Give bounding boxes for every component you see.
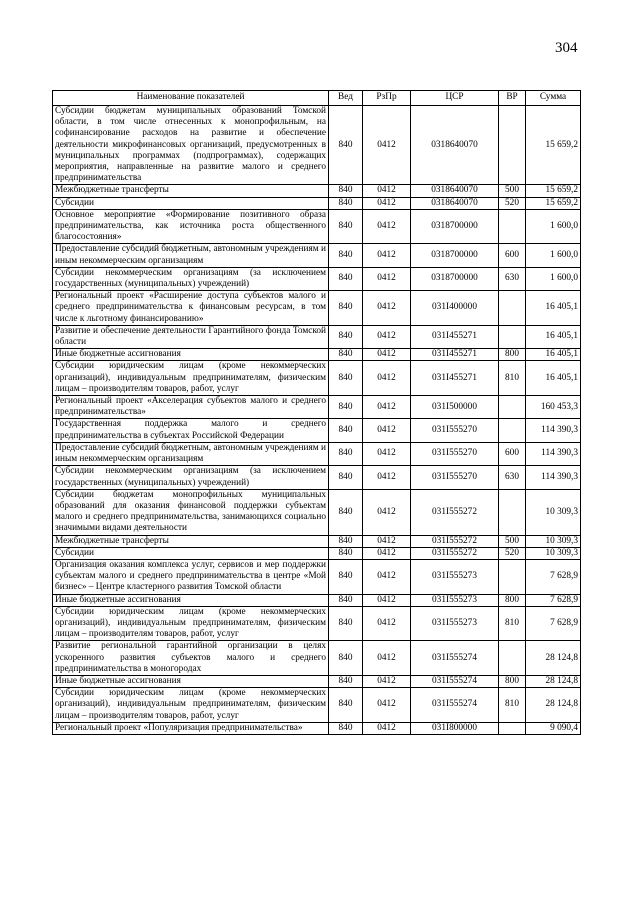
row-ved: 840 xyxy=(329,547,363,559)
row-csr: 031I555272 xyxy=(411,489,499,535)
row-rzpr: 0412 xyxy=(363,535,411,547)
row-ved: 840 xyxy=(329,722,363,734)
row-name: Иные бюджетные ассигнования xyxy=(53,594,329,606)
table-row xyxy=(53,641,581,676)
row-name: Межбюджетные трансферты xyxy=(53,535,329,547)
row-vr xyxy=(499,722,526,734)
row-vr xyxy=(499,641,526,676)
row-sum: 1 600,0 xyxy=(526,244,581,267)
budget-table xyxy=(52,90,581,735)
column-header-name: Наименование показателей xyxy=(53,91,329,106)
row-sum: 15 659,2 xyxy=(526,106,581,185)
row-ved: 840 xyxy=(329,419,363,442)
row-vr: 520 xyxy=(499,547,526,559)
row-ved: 840 xyxy=(329,688,363,723)
row-ved: 840 xyxy=(329,442,363,465)
row-rzpr: 0412 xyxy=(363,106,411,185)
row-csr: 031I400000 xyxy=(411,291,499,326)
row-vr: 810 xyxy=(499,606,526,641)
row-sum: 1 600,0 xyxy=(526,267,581,290)
row-ved: 840 xyxy=(329,106,363,185)
row-vr xyxy=(499,325,526,348)
row-csr: 031I555272 xyxy=(411,535,499,547)
column-header-vr: ВР xyxy=(499,91,526,106)
row-csr: 031I555270 xyxy=(411,419,499,442)
row-sum: 1 600,0 xyxy=(526,209,581,244)
row-csr: 031I555272 xyxy=(411,547,499,559)
row-sum: 28 124,8 xyxy=(526,675,581,687)
row-csr: 031I555273 xyxy=(411,559,499,594)
row-vr: 810 xyxy=(499,688,526,723)
table-body xyxy=(53,106,581,735)
table-row xyxy=(53,209,581,244)
row-sum: 7 628,9 xyxy=(526,594,581,606)
row-vr: 630 xyxy=(499,466,526,489)
row-rzpr: 0412 xyxy=(363,547,411,559)
row-vr xyxy=(499,559,526,594)
row-name: Развитие региональной гарантийной организации в целях ускоренного развития субъектов малого и среднего предпринимательства в моногородах xyxy=(53,641,329,676)
row-vr: 800 xyxy=(499,594,526,606)
row-rzpr: 0412 xyxy=(363,442,411,465)
table-row xyxy=(53,688,581,723)
row-rzpr: 0412 xyxy=(363,675,411,687)
row-rzpr: 0412 xyxy=(363,466,411,489)
row-sum: 15 659,2 xyxy=(526,197,581,209)
row-csr: 031I800000 xyxy=(411,722,499,734)
row-sum: 160 453,3 xyxy=(526,396,581,419)
row-csr: 0318700000 xyxy=(411,244,499,267)
row-name: Межбюджетные трансферты xyxy=(53,185,329,197)
row-ved: 840 xyxy=(329,325,363,348)
row-rzpr: 0412 xyxy=(363,244,411,267)
row-sum: 114 390,3 xyxy=(526,466,581,489)
row-ved: 840 xyxy=(329,535,363,547)
table-row xyxy=(53,606,581,641)
row-sum: 10 309,3 xyxy=(526,535,581,547)
row-ved: 840 xyxy=(329,267,363,290)
table-row xyxy=(53,325,581,348)
row-ved: 840 xyxy=(329,594,363,606)
table-row xyxy=(53,466,581,489)
table-row xyxy=(53,267,581,290)
row-vr xyxy=(499,291,526,326)
row-vr: 500 xyxy=(499,185,526,197)
row-ved: 840 xyxy=(329,641,363,676)
row-vr: 520 xyxy=(499,197,526,209)
row-sum: 9 090,4 xyxy=(526,722,581,734)
row-ved: 840 xyxy=(329,361,363,396)
row-rzpr: 0412 xyxy=(363,559,411,594)
row-rzpr: 0412 xyxy=(363,325,411,348)
row-csr: 031I555273 xyxy=(411,606,499,641)
row-ved: 840 xyxy=(329,349,363,361)
row-ved: 840 xyxy=(329,489,363,535)
row-rzpr: 0412 xyxy=(363,197,411,209)
row-rzpr: 0412 xyxy=(363,594,411,606)
row-rzpr: 0412 xyxy=(363,267,411,290)
row-vr xyxy=(499,106,526,185)
row-csr: 0318700000 xyxy=(411,267,499,290)
row-csr: 0318700000 xyxy=(411,209,499,244)
row-csr: 031I555274 xyxy=(411,688,499,723)
row-vr xyxy=(499,396,526,419)
row-name: Иные бюджетные ассигнования xyxy=(53,349,329,361)
row-name: Основное мероприятие «Формирование позитивного образа предпринимательства, как источника роста общественного благосостояния» xyxy=(53,209,329,244)
row-name: Субсидии некоммерческим организациям (за исключением государственных (муниципальных) учреждений) xyxy=(53,267,329,290)
row-sum: 7 628,9 xyxy=(526,606,581,641)
row-csr: 031I500000 xyxy=(411,396,499,419)
row-csr: 031I555273 xyxy=(411,594,499,606)
header-row xyxy=(53,91,581,106)
page-number: 304 xyxy=(555,40,578,56)
row-sum: 10 309,3 xyxy=(526,489,581,535)
row-sum: 114 390,3 xyxy=(526,419,581,442)
row-vr: 500 xyxy=(499,535,526,547)
row-sum: 28 124,8 xyxy=(526,688,581,723)
row-ved: 840 xyxy=(329,209,363,244)
row-rzpr: 0412 xyxy=(363,722,411,734)
row-name: Субсидии некоммерческим организациям (за исключением государственных (муниципальных) учреждений) xyxy=(53,466,329,489)
row-csr: 031I555274 xyxy=(411,641,499,676)
column-header-csr: ЦСР xyxy=(411,91,499,106)
row-csr: 031I555274 xyxy=(411,675,499,687)
row-vr: 600 xyxy=(499,442,526,465)
row-ved: 840 xyxy=(329,185,363,197)
row-name: Региональный проект «Акселерация субъектов малого и среднего предпринимательства» xyxy=(53,396,329,419)
row-sum: 16 405,1 xyxy=(526,361,581,396)
row-vr: 630 xyxy=(499,267,526,290)
table-row xyxy=(53,419,581,442)
row-sum: 16 405,1 xyxy=(526,349,581,361)
column-header-ved: Вед xyxy=(329,91,363,106)
row-csr: 031I455271 xyxy=(411,361,499,396)
row-name: Субсидии юридическим лицам (кроме некоммерческих организаций), индивидуальным предпринимателям, физическим лицам – производителям товаров, работ, услуг xyxy=(53,361,329,396)
row-name: Региональный проект «Популяризация предпринимательства» xyxy=(53,722,329,734)
row-name: Предоставление субсидий бюджетным, автономным учреждениям и иным некоммерческим организациям xyxy=(53,244,329,267)
row-csr: 0318640070 xyxy=(411,185,499,197)
row-rzpr: 0412 xyxy=(363,361,411,396)
row-name: Организация оказания комплекса услуг, сервисов и мер поддержки субъектам малого и среднего предпринимательства в центре «Мой бизнес» – Центре кластерного развития Томской области xyxy=(53,559,329,594)
table-row xyxy=(53,535,581,547)
row-rzpr: 0412 xyxy=(363,291,411,326)
row-sum: 7 628,9 xyxy=(526,559,581,594)
table-row xyxy=(53,489,581,535)
table-row xyxy=(53,594,581,606)
row-name: Субсидии xyxy=(53,547,329,559)
row-rzpr: 0412 xyxy=(363,606,411,641)
row-name: Субсидии бюджетам муниципальных образований Томской области, в том числе отнесенных к монопрофильным, на софинансирование расходов на развитие и обеспечение деятельности микрофинансовых организаций, предусмотренных в муниципальных программах (подпрограммах), содержащих мероприятия, направленные на развитие малого и среднего предпринимательства xyxy=(53,106,329,185)
row-rzpr: 0412 xyxy=(363,489,411,535)
row-vr: 810 xyxy=(499,361,526,396)
row-vr xyxy=(499,209,526,244)
row-csr: 0318640070 xyxy=(411,106,499,185)
table-row xyxy=(53,442,581,465)
row-name: Субсидии юридическим лицам (кроме некоммерческих организаций), индивидуальным предпринимателям, физическим лицам – производителям товаров, работ, услуг xyxy=(53,688,329,723)
table-row xyxy=(53,559,581,594)
row-rzpr: 0412 xyxy=(363,419,411,442)
row-vr xyxy=(499,419,526,442)
table-header xyxy=(53,91,581,106)
row-rzpr: 0412 xyxy=(363,688,411,723)
row-sum: 28 124,8 xyxy=(526,641,581,676)
row-ved: 840 xyxy=(329,197,363,209)
row-rzpr: 0412 xyxy=(363,349,411,361)
row-sum: 16 405,1 xyxy=(526,291,581,326)
row-vr: 600 xyxy=(499,244,526,267)
row-name: Региональный проект «Расширение доступа субъектов малого и среднего предпринимательства к финансовым ресурсам, в том числе к льготному финансированию» xyxy=(53,291,329,326)
row-name: Субсидии xyxy=(53,197,329,209)
table-row xyxy=(53,291,581,326)
row-vr xyxy=(499,489,526,535)
table-row xyxy=(53,722,581,734)
row-ved: 840 xyxy=(329,466,363,489)
row-name: Субсидии бюджетам монопрофильных муниципальных образований для оказания финансовой поддержки субъектам малого и среднего предпринимательства, занимающихся социально значимыми видами деятельности xyxy=(53,489,329,535)
table-row xyxy=(53,547,581,559)
table-row xyxy=(53,349,581,361)
column-header-rzpr: РзПр xyxy=(363,91,411,106)
row-ved: 840 xyxy=(329,675,363,687)
row-ved: 840 xyxy=(329,606,363,641)
row-vr: 800 xyxy=(499,349,526,361)
row-name: Государственная поддержка малого и среднего предпринимательства в субъектах Российской Федерации xyxy=(53,419,329,442)
table-row xyxy=(53,361,581,396)
table-row xyxy=(53,197,581,209)
table-row xyxy=(53,106,581,185)
table-row xyxy=(53,675,581,687)
row-rzpr: 0412 xyxy=(363,209,411,244)
row-name: Предоставление субсидий бюджетным, автономным учреждениям и иным некоммерческим организациям xyxy=(53,442,329,465)
row-ved: 840 xyxy=(329,244,363,267)
row-name: Субсидии юридическим лицам (кроме некоммерческих организаций), индивидуальным предпринимателям, физическим лицам – производителям товаров, работ, услуг xyxy=(53,606,329,641)
row-ved: 840 xyxy=(329,559,363,594)
row-csr: 0318640070 xyxy=(411,197,499,209)
row-csr: 031I455271 xyxy=(411,325,499,348)
row-csr: 031I455271 xyxy=(411,349,499,361)
table-row xyxy=(53,244,581,267)
row-csr: 031I555270 xyxy=(411,466,499,489)
table-row xyxy=(53,185,581,197)
row-rzpr: 0412 xyxy=(363,641,411,676)
row-sum: 10 309,3 xyxy=(526,547,581,559)
row-vr: 800 xyxy=(499,675,526,687)
row-ved: 840 xyxy=(329,291,363,326)
row-ved: 840 xyxy=(329,396,363,419)
row-name: Иные бюджетные ассигнования xyxy=(53,675,329,687)
row-name: Развитие и обеспечение деятельности Гарантийного фонда Томской области xyxy=(53,325,329,348)
table-row xyxy=(53,396,581,419)
row-rzpr: 0412 xyxy=(363,396,411,419)
row-csr: 031I555270 xyxy=(411,442,499,465)
column-header-sum: Сумма xyxy=(526,91,581,106)
row-rzpr: 0412 xyxy=(363,185,411,197)
row-sum: 15 659,2 xyxy=(526,185,581,197)
row-sum: 16 405,1 xyxy=(526,325,581,348)
row-sum: 114 390,3 xyxy=(526,442,581,465)
